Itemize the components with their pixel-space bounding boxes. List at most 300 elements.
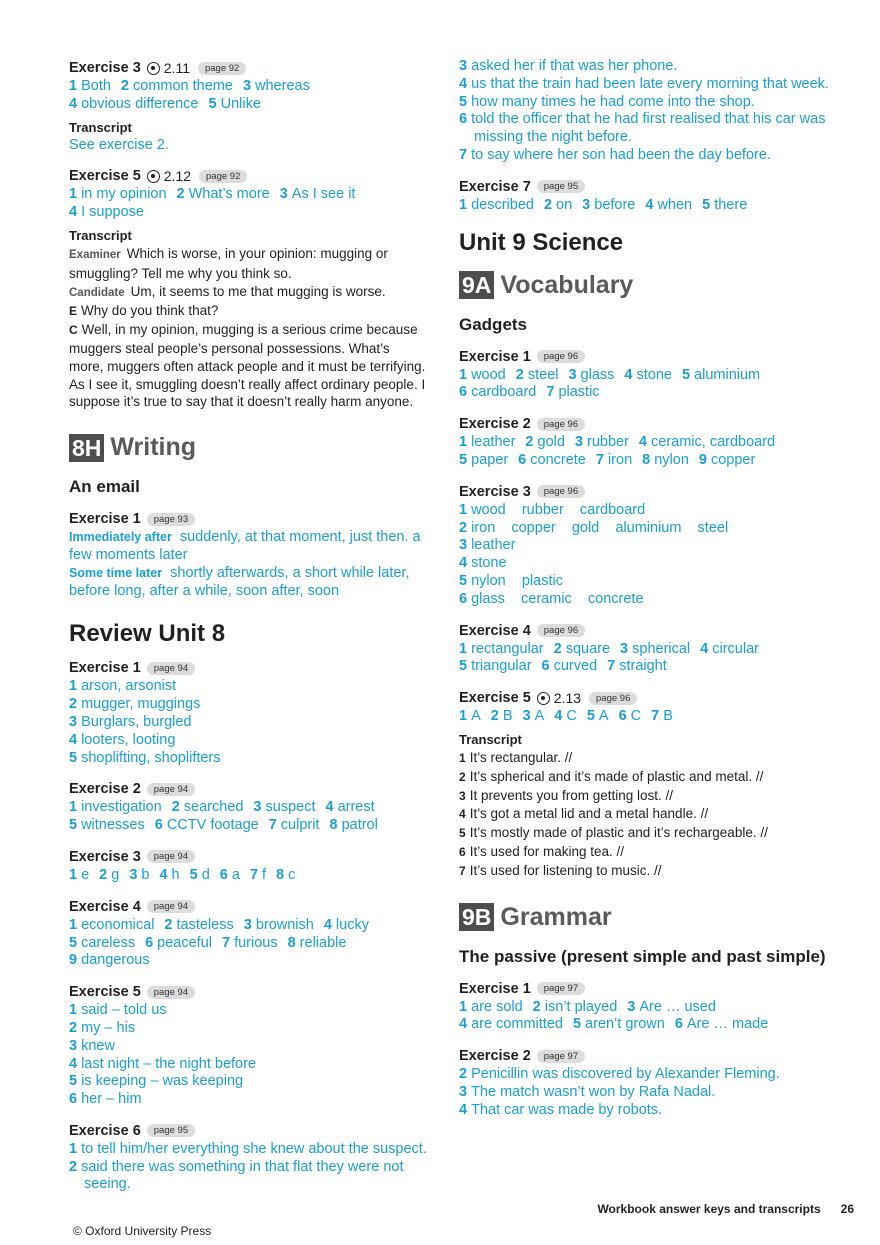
answer-list: [69, 186, 427, 222]
answer-number: 1: [69, 866, 78, 883]
review-exercise-1: [69, 658, 427, 767]
answer-number: 3: [459, 58, 468, 74]
answer-number: 3: [459, 537, 468, 554]
cd-icon: [147, 62, 160, 75]
exercise-header: [459, 347, 829, 367]
section-title: Vocabulary: [500, 270, 634, 299]
section-title: Grammar: [500, 902, 612, 931]
answer-number: 7: [607, 658, 616, 675]
answer-line: [69, 917, 427, 935]
answer-text: gold: [537, 434, 565, 451]
answer-text: dangerous: [81, 952, 150, 969]
answer-text: B: [663, 708, 673, 725]
answer-text: circular: [712, 640, 759, 657]
answer-number: 2: [543, 196, 553, 213]
answer-text: rubber: [587, 434, 629, 451]
vocab-exercise-3: [459, 482, 829, 609]
answer-text: C: [630, 708, 642, 725]
answer-list: [69, 78, 427, 114]
answer-list: [459, 197, 829, 215]
page-ref: page 96: [589, 692, 637, 705]
answer-line: [69, 1038, 427, 1056]
answer-text: my – his: [81, 1019, 136, 1036]
review-exercise-7: [459, 177, 829, 215]
answer-line: [459, 999, 829, 1017]
answer-number: 4: [459, 555, 468, 572]
answer-number: 2: [69, 1019, 78, 1036]
page-ref: page 94: [147, 850, 195, 863]
exercise-header: [69, 847, 427, 867]
page-ref: page 95: [147, 1124, 195, 1137]
answer-text: her – him: [81, 1091, 142, 1108]
answer-list: [459, 58, 829, 165]
answer-text: square: [565, 640, 611, 657]
exercise-title: Exercise 3: [459, 483, 531, 500]
answer-number: 6: [459, 384, 468, 401]
answer-line: [459, 367, 829, 385]
answer-list: [69, 917, 427, 970]
exercise-title: Exercise 5: [69, 984, 141, 1001]
exercise-5: [69, 166, 427, 411]
answer-text: Both: [81, 78, 111, 94]
answer-number: 4: [325, 799, 334, 816]
answer-text: A: [471, 708, 481, 725]
answer-number: 7: [595, 451, 604, 468]
answer-line: [69, 96, 427, 114]
answer-text: A: [598, 708, 609, 725]
answer-text: curved: [553, 658, 598, 675]
answer-number: 1: [69, 186, 78, 203]
answer-text: plastic: [558, 384, 600, 401]
section-badge: 9B: [459, 903, 494, 931]
exercise-title: Exercise 2: [69, 781, 141, 798]
answer-number: 3: [568, 366, 577, 383]
answer-text: steel: [527, 366, 559, 383]
subheading: An email: [69, 477, 140, 497]
review-exercise-6-continued: [459, 58, 829, 165]
answer-number: 2: [525, 434, 534, 451]
answer-number: 2: [553, 640, 562, 657]
answer-list: [69, 678, 427, 767]
answer-text: paper: [471, 451, 509, 468]
answer-text: to tell him/her everything she knew about the suspect.: [81, 1140, 427, 1157]
answer-text: in my opinion: [81, 186, 167, 203]
answer-list: [459, 367, 829, 403]
answer-line: [459, 641, 829, 659]
answer-text: economical: [81, 916, 155, 933]
answer-number: 6: [674, 1016, 683, 1033]
answer-number: 3: [242, 78, 252, 94]
answer-number: 2: [459, 1066, 468, 1083]
answer-number: 5: [208, 95, 217, 112]
answer-number: 4: [69, 95, 78, 112]
answer-text: ceramic, cardboard: [651, 434, 776, 451]
answer-number: 3: [620, 640, 629, 657]
answer-text: lucky: [335, 916, 369, 933]
answer-text: before: [594, 196, 636, 213]
answer-line: [459, 555, 829, 573]
vocab-exercise-2: [459, 414, 829, 470]
answer-number: 7: [651, 708, 660, 725]
answer-text: shoplifting, shoplifters: [81, 749, 221, 766]
speaker-label: C: [69, 323, 78, 338]
answer-line: [69, 952, 427, 970]
answer-text: on: [556, 196, 573, 213]
page-ref: page 96: [537, 624, 585, 637]
answer-line: [69, 186, 427, 204]
answer-line: [459, 537, 829, 555]
answer-number: 2: [99, 866, 108, 883]
answer-number: 7: [221, 934, 231, 951]
vocab-exercise-5: [459, 688, 829, 880]
answer-text: a: [231, 866, 240, 883]
answer-text: said there was something in that flat they were not seeing.: [81, 1158, 404, 1193]
answer-text: are sold: [471, 998, 523, 1015]
answer-number: 2: [164, 916, 173, 933]
answer-number: 1: [69, 678, 78, 695]
answer-text: CCTV footage: [166, 817, 259, 834]
exercise-header: [69, 982, 427, 1002]
answer-line: [69, 678, 427, 696]
answer-number: 5: [459, 658, 468, 675]
answer-text: witnesses: [81, 817, 145, 834]
answer-text: b: [141, 866, 150, 883]
answer-list: [459, 641, 829, 677]
answer-number: 5: [69, 749, 78, 766]
footer-text: Workbook answer keys and transcripts: [597, 1202, 821, 1216]
answer-text: patrol: [341, 817, 378, 834]
audio-track: 2.13: [537, 690, 581, 706]
answer-text: stone: [636, 366, 672, 383]
answer-number: 2: [69, 1158, 78, 1175]
subheading: Gadgets: [459, 314, 528, 334]
answer-number: 3: [69, 1037, 78, 1054]
answer-text: leather: [471, 434, 516, 451]
exercise-title: Exercise 5: [459, 690, 531, 707]
exercise-title: Exercise 4: [69, 898, 141, 915]
answer-number: 4: [459, 75, 468, 92]
answer-line: [459, 111, 829, 147]
answer-text: how many times he had come into the shop.: [471, 93, 755, 110]
answer-text: As I see it: [291, 186, 356, 203]
answer-text: told the officer that he had first realised that his car was missing the night before.: [471, 111, 826, 146]
exercise-title: Exercise 1: [69, 660, 141, 677]
answer-text: looters, looting: [81, 731, 176, 748]
section-9b: [459, 903, 829, 932]
answer-text: arrest: [337, 799, 375, 816]
answer-number: 1: [459, 196, 468, 213]
exercise-3: [69, 58, 427, 154]
vocab-exercise-1: [459, 347, 829, 403]
answer-number: 6: [541, 658, 550, 675]
review-exercise-6: [69, 1121, 427, 1194]
subheading: The passive (present simple and past simple): [459, 946, 826, 966]
answer-line: [459, 147, 829, 165]
answer-line: [69, 1141, 427, 1159]
answer-number: 8: [642, 451, 651, 468]
answer-text: peaceful: [157, 934, 212, 951]
page-ref: page 92: [198, 62, 246, 75]
answer-text: described: [471, 196, 534, 213]
cd-icon: [537, 692, 550, 705]
answer-number: 9: [69, 952, 78, 969]
answer-text: arson, arsonist: [81, 678, 177, 695]
answer-text: Penicillin was discovered by Alexander Fleming.: [471, 1066, 780, 1083]
answer-text: C: [566, 708, 577, 725]
exercise-title: Exercise 1: [69, 511, 141, 528]
answer-number: 5: [69, 1073, 78, 1090]
answer-text: are committed: [471, 1016, 563, 1033]
answer-number: 3: [582, 196, 591, 213]
vocab-exercise-4: [459, 621, 829, 677]
exercise-title: Exercise 1: [459, 980, 531, 997]
answer-line: [69, 1159, 427, 1195]
answer-text: iron copper gold aluminium steel: [471, 519, 729, 536]
answer-text: nylon plastic: [471, 572, 563, 589]
answer-number: 1: [69, 1140, 78, 1157]
answer-number: 1: [459, 998, 468, 1015]
answer-number: 4: [700, 640, 709, 657]
left-column: [69, 58, 427, 1206]
answer-number: 4: [645, 196, 654, 213]
answer-line: [459, 452, 829, 470]
answer-number: 7: [459, 146, 468, 163]
exercise-title: Exercise 6: [69, 1122, 141, 1139]
answer-number: 3: [459, 1083, 468, 1100]
exercise-header: [459, 621, 829, 641]
answer-line: [459, 384, 829, 402]
page-ref: page 96: [537, 418, 585, 431]
answer-line: [69, 696, 427, 714]
answer-item: Some time later shortly afterwards, a short while later, before long, after a while, soon after, soon: [69, 564, 410, 599]
answer-number: 3: [279, 186, 288, 203]
answer-text: reliable: [299, 934, 347, 951]
answer-line: [69, 799, 427, 817]
answer-text: aren’t grown: [585, 1016, 665, 1033]
answer-text: knew: [81, 1037, 115, 1054]
exercise-header: [69, 166, 427, 186]
answer-number: 2: [515, 366, 524, 383]
answer-list: [459, 999, 829, 1035]
page-ref: page 96: [537, 485, 585, 498]
answer-line: [459, 591, 829, 609]
answer-text: straight: [619, 658, 667, 675]
answer-number: 9: [698, 451, 707, 468]
review-exercise-5: [69, 982, 427, 1109]
answer-text: Unlike: [220, 95, 261, 112]
answer-number: 6: [618, 708, 627, 725]
answer-number: 4: [323, 916, 332, 933]
answer-line: [69, 1056, 427, 1074]
exercise-header: [69, 779, 427, 799]
answer-number: 4: [459, 1016, 468, 1033]
section-9a: [459, 271, 829, 300]
answer-text: What’s more: [188, 186, 270, 203]
page-ref: page 97: [537, 982, 585, 995]
answer-text: careless: [81, 934, 136, 951]
exercise-header: [459, 979, 829, 999]
answer-line: [459, 1102, 829, 1120]
answer-number: 3: [243, 916, 252, 933]
answer-number: 6: [219, 866, 228, 883]
exercise-header: [69, 1121, 427, 1141]
answer-text: investigation: [81, 799, 162, 816]
page-ref: page 94: [147, 783, 195, 796]
answer-number: 5: [459, 93, 468, 110]
answer-text: asked her if that was her phone.: [471, 58, 678, 74]
grammar-exercise-2: [459, 1046, 829, 1119]
page-ref: page 93: [147, 513, 195, 526]
answer-number: 6: [518, 451, 527, 468]
answer-line: [69, 732, 427, 750]
answer-line: [459, 1016, 829, 1034]
answer-text: mugger, muggings: [81, 696, 201, 713]
answer-number: 7: [249, 866, 259, 883]
answer-line: [69, 1002, 427, 1020]
answer-number: 8: [276, 866, 285, 883]
answer-text: A: [534, 708, 545, 725]
review-exercise-3: [69, 847, 427, 885]
answer-text: us that the train had been late every morning that week.: [471, 75, 829, 92]
section-badge: 8H: [69, 434, 104, 462]
answer-line: [459, 573, 829, 591]
answer-text: tasteless: [176, 916, 234, 933]
answer-number: 4: [638, 434, 647, 451]
answer-line: [69, 1020, 427, 1038]
answer-text: triangular: [471, 658, 532, 675]
answer-text: c: [288, 866, 296, 883]
answer-number: 1: [459, 640, 468, 657]
answer-text: I suppose: [81, 204, 144, 221]
answer-text: obvious difference: [81, 95, 199, 112]
copyright: © Oxford University Press: [73, 1224, 212, 1238]
answer-number: 5: [586, 708, 595, 725]
answer-text: said – told us: [81, 1002, 167, 1019]
answer-text: isn’t played: [544, 998, 618, 1015]
answer-text: rectangular: [471, 640, 544, 657]
answer-line: [459, 1066, 829, 1084]
speaker-label: Examiner: [69, 248, 121, 261]
answer-text: f: [262, 866, 267, 883]
answer-number: 4: [69, 204, 78, 221]
answer-text: g: [111, 866, 120, 883]
answer-number: 4: [159, 866, 168, 883]
answer-number: 6: [69, 1091, 78, 1108]
answer-list: [69, 1002, 427, 1109]
answer-number: 2: [69, 696, 78, 713]
answer-line: [459, 76, 829, 94]
answer-list: [69, 867, 427, 885]
answer-line: [459, 1084, 829, 1102]
answer-list: [459, 434, 829, 470]
answer-text: wood rubber cardboard: [471, 501, 646, 518]
cd-icon: [147, 170, 160, 183]
answer-text: common theme: [133, 78, 233, 94]
answer-text: iron: [607, 451, 633, 468]
exercise-header: [459, 688, 829, 708]
exercise-header: [69, 58, 427, 78]
section-title: Writing: [110, 433, 197, 462]
exercise-title: Exercise 1: [459, 348, 531, 365]
grammar-exercise-1: [459, 979, 829, 1035]
answer-line: [459, 502, 829, 520]
answer-number: 5: [459, 451, 468, 468]
answer-text: to say where her son had been the day before.: [471, 146, 771, 163]
answer-text: e: [81, 866, 90, 883]
answer-line: [69, 750, 427, 768]
answer-text: cardboard: [471, 384, 537, 401]
section-8h: [69, 433, 427, 462]
answer-line: [69, 935, 427, 953]
exercise-header: [69, 897, 427, 917]
answer-number: 1: [69, 78, 78, 94]
answer-text: is keeping – was keeping: [81, 1073, 244, 1090]
answer-list: [69, 1141, 427, 1194]
answer-number: 2: [532, 998, 541, 1015]
transcript-text: See exercise 2.: [69, 136, 169, 153]
page-ref: page 92: [199, 170, 247, 183]
answer-number: 4: [69, 731, 78, 748]
answer-text: spherical: [632, 640, 691, 657]
answer-number: 5: [69, 934, 78, 951]
answer-text: The match wasn’t won by Rafa Nadal.: [471, 1083, 716, 1100]
answer-number: 5: [189, 866, 198, 883]
answer-text: brownish: [255, 916, 314, 933]
answer-text: Are … used: [639, 998, 716, 1015]
answer-text: Burglars, burgled: [81, 713, 192, 730]
answer-number: 8: [329, 817, 338, 834]
answer-number: 3: [574, 434, 583, 451]
answer-text: when: [657, 196, 693, 213]
answer-number: 2: [120, 78, 129, 94]
page-number: 26: [840, 1202, 854, 1216]
page-ref: page 96: [537, 350, 585, 363]
exercise-1: [69, 509, 427, 600]
transcript-list: 1 It’s rectangular. // 2 It’s spherical and it’s made of plastic and metal. // 3 It prevents you from getting lost. // 4 It’s got a metal lid and a metal handle. // 5 It’s mostly made of plastic and it’s rechargeable. // 6 It’s used for making tea. // 7 It’s used for listening to music. //: [459, 749, 768, 878]
answer-number: 4: [624, 366, 633, 383]
exercise-header: [69, 509, 427, 529]
answer-list: [459, 502, 829, 609]
answer-item: Immediately after suddenly, at that moment, just then. a few moments later: [69, 529, 421, 563]
answer-text: furious: [234, 934, 278, 951]
speaker-label: Candidate: [69, 286, 125, 299]
answer-number: 3: [253, 799, 262, 816]
answer-number: 3: [129, 866, 138, 883]
answer-text: d: [201, 866, 210, 883]
exercise-title: Exercise 7: [459, 178, 531, 195]
answer-number: 1: [459, 708, 468, 725]
page-ref: page 94: [147, 662, 195, 675]
page-ref: page 94: [147, 900, 195, 913]
exercise-title: Exercise 3: [69, 60, 141, 76]
answer-number: 1: [69, 799, 78, 816]
answer-line: [459, 58, 829, 76]
answer-text: whereas: [255, 78, 310, 94]
answer-number: 2: [171, 799, 180, 816]
answer-number: 5: [459, 572, 468, 589]
answer-number: 2: [459, 519, 468, 536]
answer-line: [459, 197, 829, 215]
answer-text: glass ceramic concrete: [471, 590, 644, 607]
answer-text: B: [502, 708, 513, 725]
answer-number: 5: [572, 1016, 582, 1033]
answer-text: there: [714, 196, 748, 213]
answer-number: 4: [69, 1055, 78, 1072]
answer-line: [69, 1073, 427, 1091]
review-exercise-2: [69, 779, 427, 835]
answer-number: 3: [69, 713, 78, 730]
section-badge: 9A: [459, 271, 494, 299]
